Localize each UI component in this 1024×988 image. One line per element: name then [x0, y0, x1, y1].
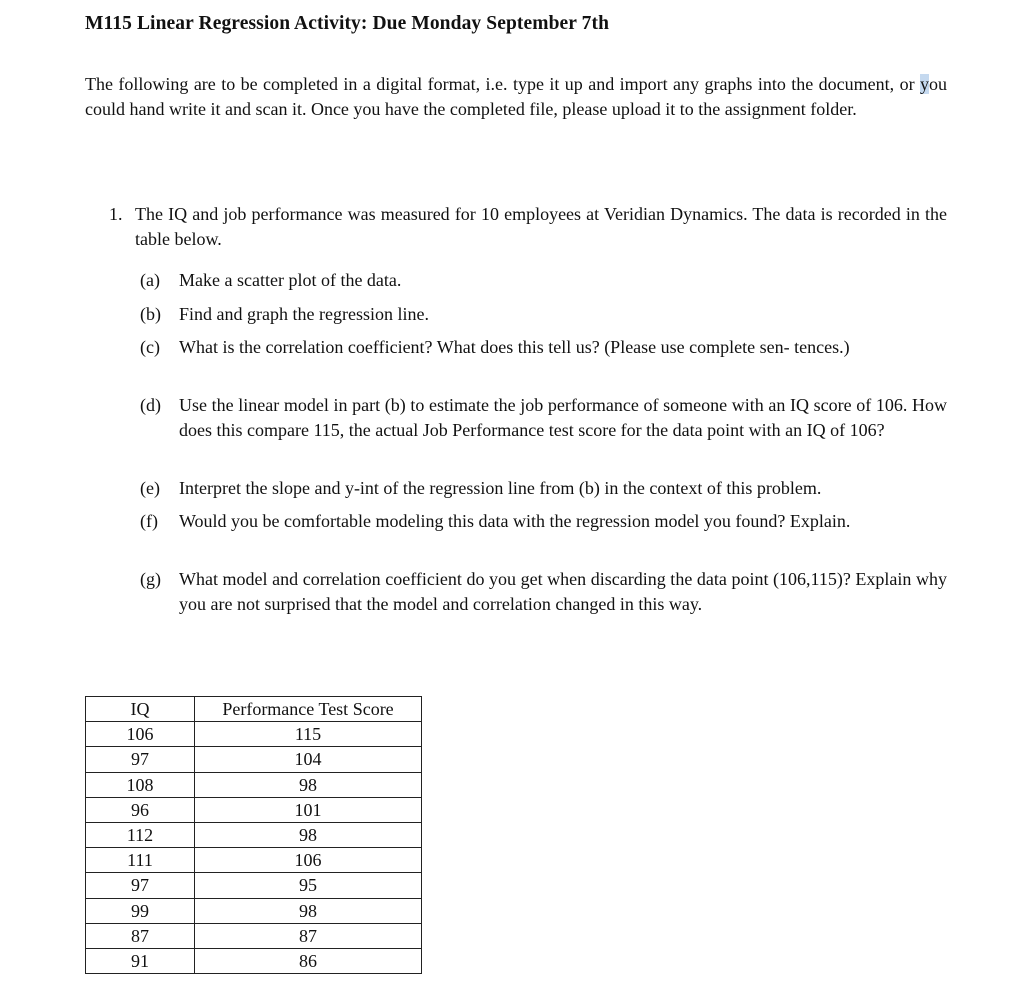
- cell-performance: 98: [195, 898, 422, 923]
- table-row: [86, 772, 422, 797]
- table-row: [86, 873, 422, 898]
- part-label: (a): [140, 270, 160, 290]
- cell-iq: 96: [86, 797, 195, 822]
- cell-iq: 108: [86, 772, 195, 797]
- table-header-row: [86, 697, 422, 722]
- data-table: [85, 696, 422, 974]
- table-row: [86, 898, 422, 923]
- part-g: [140, 567, 947, 616]
- part-label: (g): [140, 569, 161, 589]
- intro-text-end: ou could hand write it and scan it. Once you have the completed file, please upload it to the assignment folder.: [85, 74, 947, 119]
- part-b: [140, 302, 947, 327]
- cell-iq: 111: [86, 848, 195, 873]
- header-performance: Performance Test Score: [195, 697, 422, 722]
- part-label: (f): [140, 511, 158, 531]
- cell-iq: 87: [86, 923, 195, 948]
- cell-iq: 91: [86, 948, 195, 973]
- header-iq: IQ: [86, 697, 195, 722]
- table-row: [86, 797, 422, 822]
- text-cursor-highlight: y: [920, 74, 929, 94]
- part-text: Make a scatter plot of the data.: [179, 270, 402, 290]
- intro-paragraph: [85, 72, 947, 121]
- part-label: (e): [140, 478, 160, 498]
- part-text: Use the linear model in part (b) to estimate the job performance of someone with an IQ score of 106. How does this compare 115, the actual Job Performance test score for the data point with an IQ of 106?: [179, 395, 947, 440]
- part-text: What is the correlation coefficient? What does this tell us? (Please use complete sen- tences.): [179, 337, 850, 357]
- table-row: [86, 822, 422, 847]
- table-row: [86, 923, 422, 948]
- cell-performance: 87: [195, 923, 422, 948]
- part-f: [140, 509, 947, 534]
- part-label: (c): [140, 337, 160, 357]
- cell-performance: 98: [195, 772, 422, 797]
- part-c: [140, 335, 947, 360]
- part-d: [140, 393, 947, 442]
- cell-performance: 98: [195, 822, 422, 847]
- cell-performance: 86: [195, 948, 422, 973]
- part-text: Interpret the slope and y-int of the regression line from (b) in the context of this problem.: [179, 478, 822, 498]
- document-title: M115 Linear Regression Activity: Due Monday September 7th: [85, 13, 610, 34]
- cell-iq: 97: [86, 747, 195, 772]
- table-row: [86, 948, 422, 973]
- cell-performance: 106: [195, 848, 422, 873]
- part-e: [140, 476, 947, 501]
- problem-number: 1.: [109, 204, 123, 224]
- cell-performance: 101: [195, 797, 422, 822]
- part-text: What model and correlation coefficient do you get when discarding the data point (106,115)? Explain why you are not surprised that the model and correlation changed in this way.: [179, 569, 947, 614]
- problem-1: [109, 202, 947, 251]
- cell-iq: 99: [86, 898, 195, 923]
- cell-iq: 112: [86, 822, 195, 847]
- cell-performance: 115: [195, 722, 422, 747]
- part-label: (b): [140, 304, 161, 324]
- part-text: Find and graph the regression line.: [179, 304, 429, 324]
- problem-statement: The IQ and job performance was measured for 10 employees at Veridian Dynamics. The data is recorded in the table below.: [135, 204, 947, 249]
- cell-performance: 95: [195, 873, 422, 898]
- part-label: (d): [140, 395, 161, 415]
- part-a: [140, 268, 947, 293]
- cell-iq: 106: [86, 722, 195, 747]
- part-text: Would you be comfortable modeling this data with the regression model you found? Explain.: [179, 511, 851, 531]
- table-row: [86, 747, 422, 772]
- cell-performance: 104: [195, 747, 422, 772]
- table-row: [86, 848, 422, 873]
- cell-iq: 97: [86, 873, 195, 898]
- table-row: [86, 722, 422, 747]
- intro-text-start: The following are to be completed in a digital format, i.e. type it up and import any graphs into the document, or: [85, 74, 920, 94]
